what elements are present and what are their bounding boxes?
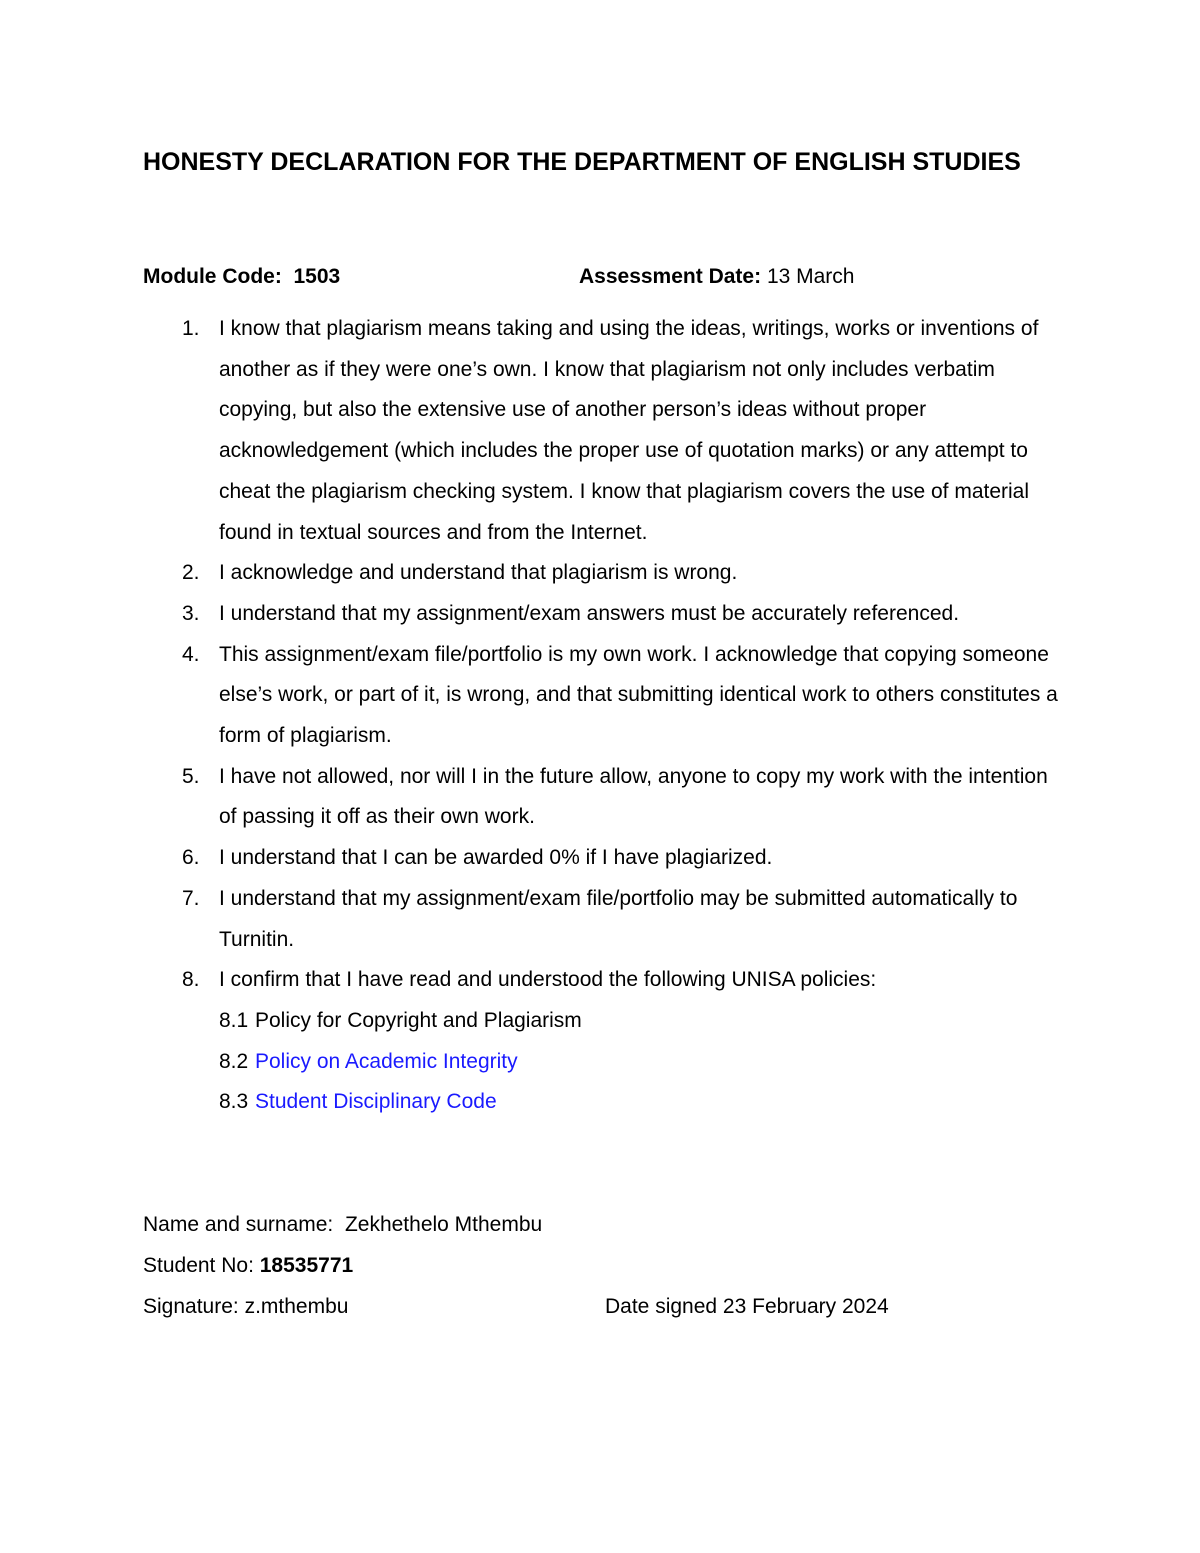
date-signed-value: 23 February 2024 <box>722 1295 889 1318</box>
item-number: 1. <box>182 317 200 340</box>
item-text: I understand that I can be awarded 0% if I have plagiarized. <box>219 846 773 870</box>
module-code-label: Module Code: <box>143 265 282 288</box>
item-text: I confirm that I have read and understood the following UNISA policies: <box>219 968 877 992</box>
policy-number: 8.1 <box>219 1008 249 1032</box>
name-label: Name and surname: <box>143 1213 334 1236</box>
student-number-value: 18535771 <box>259 1254 354 1277</box>
declaration-item <box>0 879 1100 960</box>
policy-item <box>0 1042 1100 1083</box>
item-text: I understand that my assignment/exam answers must be accurately referenced. <box>219 601 960 625</box>
name-value: Zekhethelo Mthembu <box>344 1213 543 1236</box>
signature-label: Signature: <box>143 1295 239 1318</box>
module-code <box>143 262 340 292</box>
item-number: 3. <box>182 601 200 625</box>
item-number: 6. <box>182 846 200 870</box>
item-number: 8. <box>182 968 200 992</box>
declaration-item <box>0 309 1100 553</box>
date-signed <box>605 1286 889 1327</box>
assessment-date-label: Assessment Date: <box>579 265 762 288</box>
item-text: I have not allowed, nor will I in the future allow, anyone to copy my work with the intention of passing it off as their own work. <box>219 764 1048 829</box>
signature-line <box>143 1286 1043 1327</box>
assessment-date-value: 13 March <box>766 265 855 288</box>
declaration-item <box>0 594 1100 635</box>
student-number-line <box>143 1245 1043 1286</box>
policy-item <box>0 1082 1100 1123</box>
signature-block <box>143 1204 1043 1327</box>
declaration-item <box>0 838 1100 879</box>
item-text: I acknowledge and understand that plagiarism is wrong. <box>219 561 738 585</box>
page-title: HONESTY DECLARATION FOR THE DEPARTMENT OF ENGLISH STUDIES <box>143 148 1021 176</box>
policy-link-academic-integrity[interactable]: Policy on Academic Integrity <box>255 1049 518 1073</box>
item-number: 2. <box>182 561 200 585</box>
policy-text: Policy for Copyright and Plagiarism <box>255 1008 582 1032</box>
item-number: 7. <box>182 886 200 910</box>
declaration-item <box>0 757 1100 838</box>
item-text: I understand that my assignment/exam file/portfolio may be submitted automatically to Turnitin. <box>219 886 1018 951</box>
declaration-item <box>0 960 1100 1001</box>
meta-row <box>143 262 1043 292</box>
name-line <box>143 1204 1043 1245</box>
item-text: I know that plagiarism means taking and using the ideas, writings, works or inventions of another as if they were one’s own. I know that plagiarism not only includes verbatim copying, but also the extensive use of another person’s ideas without proper acknowledgement (which includes the proper use of quotation marks) or any attempt to cheat the plagiarism checking system. I know that plagiarism covers the use of material found in textual sources and from the Internet. <box>219 317 1039 544</box>
policy-item <box>0 1001 1100 1042</box>
policy-link-disciplinary-code[interactable]: Student Disciplinary Code <box>255 1090 497 1114</box>
policy-number: 8.2 <box>219 1049 249 1073</box>
date-signed-label: Date signed <box>605 1295 718 1318</box>
item-number: 4. <box>182 642 200 666</box>
student-number-label: Student No: <box>143 1254 254 1277</box>
policy-number: 8.3 <box>219 1090 249 1114</box>
declaration-list <box>0 309 1100 1123</box>
signature-value: z.mthembu <box>244 1295 349 1318</box>
declaration-item <box>0 635 1100 757</box>
declaration-item <box>0 553 1100 594</box>
item-number: 5. <box>182 764 200 788</box>
module-code-value: 1503 <box>293 265 341 288</box>
item-text: This assignment/exam file/portfolio is my own work. I acknowledge that copying someone else’s work, or part of it, is wrong, and that submitting identical work to others constitutes a form of plagiarism. <box>219 642 1058 748</box>
assessment-date <box>579 262 854 292</box>
